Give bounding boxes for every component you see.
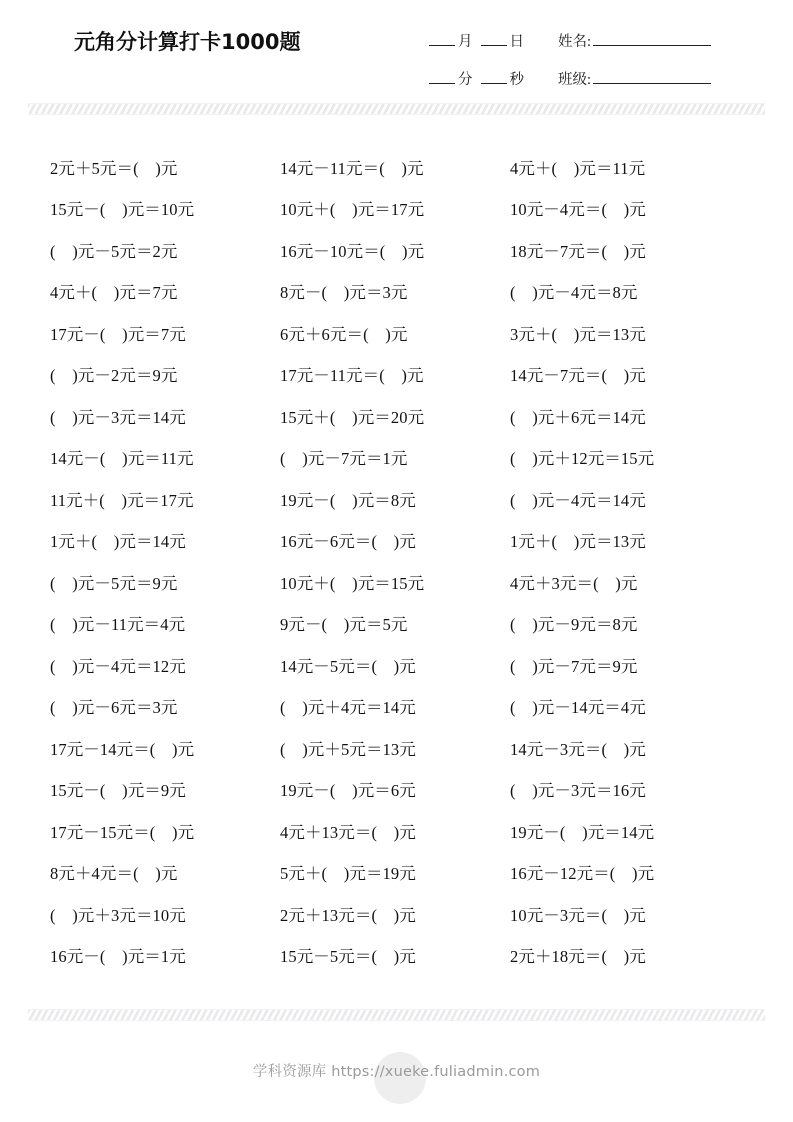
problem-item[interactable]: ( )元－9元＝8元	[510, 615, 638, 635]
problem-item[interactable]: ( )元－6元＝3元	[50, 698, 178, 718]
problem-item[interactable]: ( )元－11元＝4元	[50, 615, 186, 635]
class-label: 班级:	[558, 72, 592, 88]
name-blank[interactable]	[593, 45, 711, 46]
footer-source-text: 学科资源库 https://xueke.fuliadmin.com	[252, 1064, 541, 1080]
problem-item[interactable]: ( )元－3元＝14元	[50, 407, 186, 427]
problem-item[interactable]: ( )元－3元＝16元	[510, 781, 646, 801]
problem-item[interactable]: ( )元＋4元＝14元	[280, 698, 416, 718]
problem-item[interactable]: 18元－7元＝( )元	[510, 241, 646, 261]
problem-item[interactable]: 4元＋3元＝( )元	[510, 573, 638, 593]
footer	[0, 1060, 793, 1081]
problem-grid	[46, 146, 793, 976]
problem-item[interactable]: 15元－( )元＝9元	[50, 781, 186, 801]
problem-item[interactable]: 14元－5元＝( )元	[280, 656, 416, 676]
problem-item[interactable]: 2元＋13元＝( )元	[280, 905, 416, 925]
problem-item[interactable]: 2元＋5元＝( )元	[50, 158, 178, 178]
problem-item[interactable]: 17元－11元＝( )元	[280, 366, 424, 386]
problem-item[interactable]: 10元＋( )元＝15元	[280, 573, 425, 593]
problem-item[interactable]: ( )元－5元＝9元	[50, 573, 178, 593]
student-info-block	[429, 30, 719, 98]
problem-sheet	[0, 146, 793, 976]
problem-item[interactable]: 2元＋18元＝( )元	[510, 947, 646, 967]
problem-item[interactable]: 10元＋( )元＝17元	[280, 200, 425, 220]
day-label: 日	[509, 34, 524, 50]
problem-item[interactable]: 14元－11元＝( )元	[280, 158, 424, 178]
problem-item[interactable]: 19元－( )元＝14元	[510, 822, 655, 842]
problem-item[interactable]: 4元＋( )元＝7元	[50, 283, 178, 303]
class-blank[interactable]	[593, 83, 711, 84]
problem-item[interactable]: ( )元－4元＝14元	[510, 490, 646, 510]
second-label: 秒	[509, 72, 524, 88]
problem-item[interactable]: 9元－( )元＝5元	[280, 615, 408, 635]
problem-item[interactable]: 4元＋13元＝( )元	[280, 822, 416, 842]
date-row	[429, 30, 719, 60]
problem-item[interactable]: ( )元＋6元＝14元	[510, 407, 646, 427]
problem-item[interactable]: ( )元－14元＝4元	[510, 698, 646, 718]
problem-item[interactable]: 16元－12元＝( )元	[510, 864, 655, 884]
problem-item[interactable]: ( )元－7元＝9元	[510, 656, 638, 676]
problem-item[interactable]: 17元－( )元＝7元	[50, 324, 186, 344]
problem-item[interactable]: 19元－( )元＝6元	[280, 781, 416, 801]
problem-item[interactable]: ( )元＋12元＝15元	[510, 449, 655, 469]
problem-item[interactable]: ( )元－2元＝9元	[50, 366, 178, 386]
problem-item[interactable]: 16元－( )元＝1元	[50, 947, 186, 967]
minute-blank[interactable]	[429, 83, 455, 84]
problem-item[interactable]: 1元＋( )元＝14元	[50, 532, 186, 552]
problem-item[interactable]: 10元－4元＝( )元	[510, 200, 646, 220]
top-divider-band	[28, 103, 765, 115]
problem-column-3	[506, 146, 741, 976]
problem-column-1	[46, 146, 276, 976]
problem-item[interactable]: 5元＋( )元＝19元	[280, 864, 416, 884]
problem-item[interactable]: 15元－5元＝( )元	[280, 947, 416, 967]
day-blank[interactable]	[481, 45, 507, 46]
second-blank[interactable]	[481, 83, 507, 84]
problem-item[interactable]: 4元＋( )元＝11元	[510, 158, 646, 178]
problem-item[interactable]: 6元＋6元＝( )元	[280, 324, 408, 344]
problem-item[interactable]: ( )元－7元＝1元	[280, 449, 408, 469]
problem-item[interactable]: ( )元－4元＝12元	[50, 656, 186, 676]
problem-item[interactable]: ( )元＋5元＝13元	[280, 739, 416, 759]
problem-item[interactable]: ( )元－4元＝8元	[510, 283, 638, 303]
problem-item[interactable]: 15元－( )元＝10元	[50, 200, 195, 220]
problem-item[interactable]: 11元＋( )元＝17元	[50, 490, 194, 510]
problem-item[interactable]: 14元－3元＝( )元	[510, 739, 646, 759]
problem-column-2	[276, 146, 506, 976]
problem-item[interactable]: 17元－14元＝( )元	[50, 739, 195, 759]
bottom-divider-band	[28, 1009, 765, 1021]
month-label: 月	[458, 34, 473, 50]
minute-label: 分	[458, 72, 473, 88]
problem-item[interactable]: 16元－10元＝( )元	[280, 241, 425, 261]
problem-item[interactable]: 16元－6元＝( )元	[280, 532, 416, 552]
problem-item[interactable]: 3元＋( )元＝13元	[510, 324, 646, 344]
problem-item[interactable]: 14元－( )元＝11元	[50, 449, 194, 469]
problem-item[interactable]: 17元－15元＝( )元	[50, 822, 195, 842]
worksheet-header	[0, 0, 793, 96]
problem-item[interactable]: 19元－( )元＝8元	[280, 490, 416, 510]
problem-item[interactable]: 1元＋( )元＝13元	[510, 532, 646, 552]
problem-item[interactable]: ( )元－5元＝2元	[50, 241, 178, 261]
month-blank[interactable]	[429, 45, 455, 46]
page-title: 元角分计算打卡1000题	[74, 30, 301, 54]
problem-item[interactable]: 8元－( )元＝3元	[280, 283, 408, 303]
problem-item[interactable]: 14元－7元＝( )元	[510, 366, 646, 386]
problem-item[interactable]: 15元＋( )元＝20元	[280, 407, 425, 427]
problem-item[interactable]: ( )元＋3元＝10元	[50, 905, 186, 925]
time-row	[429, 68, 719, 98]
problem-item[interactable]: 10元－3元＝( )元	[510, 905, 646, 925]
name-label: 姓名:	[558, 34, 592, 50]
problem-item[interactable]: 8元＋4元＝( )元	[50, 864, 178, 884]
